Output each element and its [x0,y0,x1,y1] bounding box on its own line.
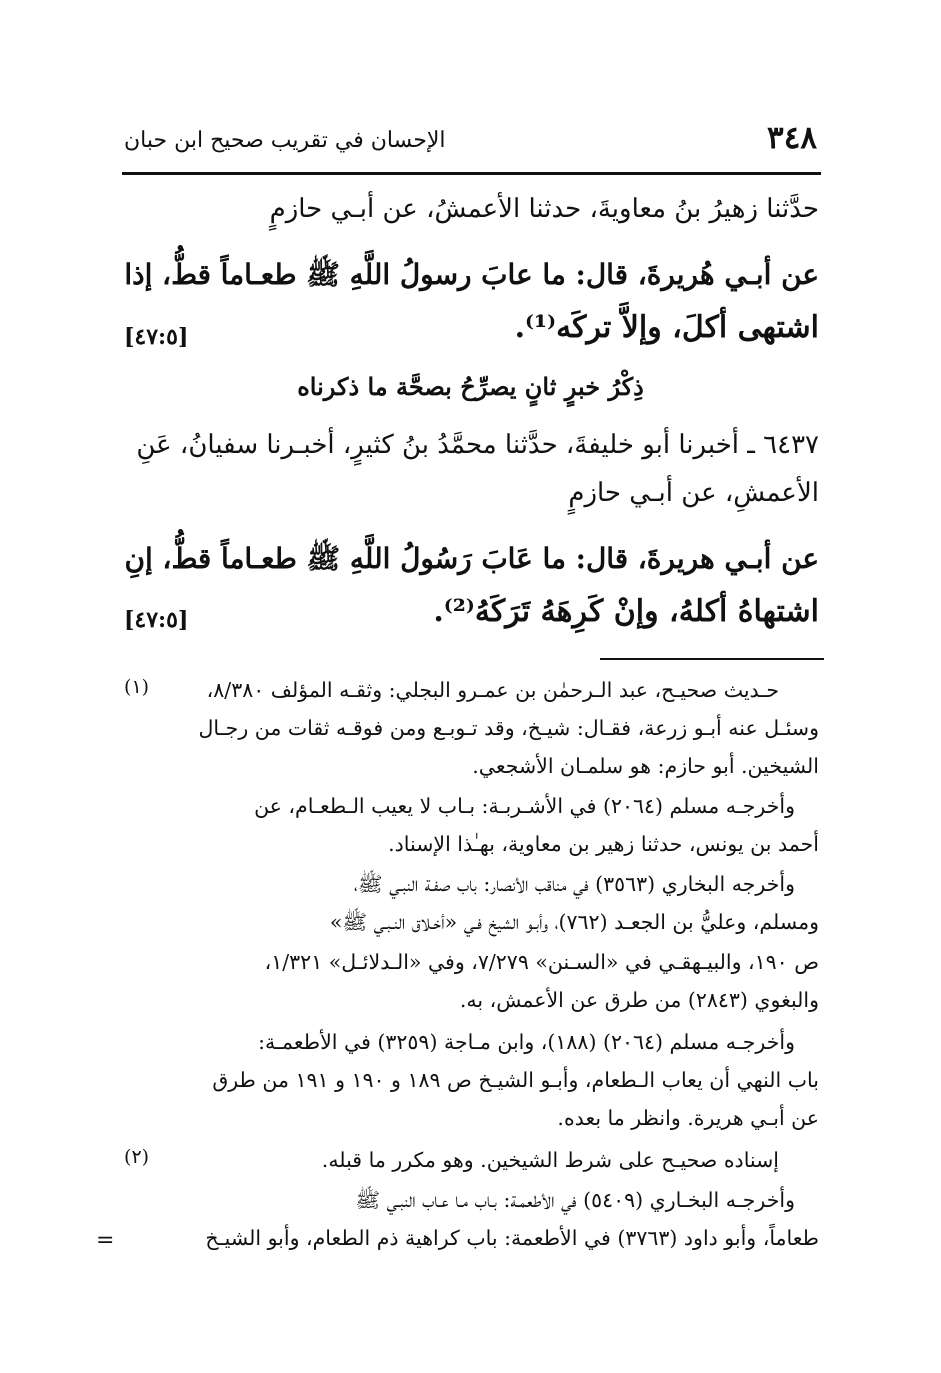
footnote-line: إسناده صحيـح على شرط الشيخين. وهو مكرر ما قبله. [321,1148,779,1172]
footnote-line: وأخرجـه مسلم (٢٠٦٤) في الأشـربـة: بـاب لا يعيب الـطعـام، عن [254,794,795,818]
footnote-line: وأخرجـه مسلم (٢٠٦٤) (١٨٨)، وابن مـاجة (٣٢٥٩) في الأطعمـة: [258,1030,795,1054]
reference-2: [٤٧:٥] [124,607,189,633]
matn-2-line-2: اشتهاهُ أكلهُ، وإنْ كَرِهَهُ تَرَكَهُ⁽²⁾. [433,594,819,629]
footnote-line: حـديث صحيـح، عبد الـرحمٰن بن عمـرو البجلي: وثقـه المؤلف ٨/٣٨٠، [206,678,779,702]
continuation-mark: = [96,1228,115,1253]
matn-2-line-1: عن أبـي هريرةَ، قال: ما عَابَ رَسُولُ اللَّهِ ﷺ طعـاماً قطُّ، إنِ [124,542,819,575]
footnote-line: وأخرجه البخاري (٣٥٦٣) في مناقب الأنصار: باب صفـة النبـي ﷺ، [353,872,795,896]
matn-1-line-1: عن أبـي هُريرةَ، قال: ما عابَ رسولُ اللَّهِ ﷺ طعـاماً قطُّ، إذا [124,258,819,291]
footnote-line: أحمد بن يونس، حدثنا زهير بن معاوية، بهـٰذا الإسناد. [388,832,819,856]
footnote-line: والبغوي (٢٨٤٣) من طرق عن الأعمش، به. [459,988,819,1012]
footnote-line: ص ١٩٠، والبيـهقـي في «السـنن» ٧/٢٧٩، وفي «الـدلائـل» ١/٣٢١، [264,950,819,974]
footnote-line: عن أبـي هريرة. وانظر ما بعده. [557,1106,819,1130]
footnote-line: ومسلم، وعليُّ بن الجعـد (٧٦٢)، وأبـو الشيخ فـي «أخـلاق النـبـي ﷺ» [329,910,819,934]
footnote-line: طعاماً، وأبو داود (٣٧٦٣) في الأطعمة: باب كراهية ذم الطعام، وأبو الشيـخ [205,1226,819,1250]
isnad-line-1: حدَّثنا زهيرُ بنُ معاويةَ، حدثنا الأعمشُ، عن أبـي حازمٍ [269,194,819,224]
isnad-2-line-1: ٦٤٣٧ ـ أخبرنا أبو خليفةَ، حدَّثنا محمَّدُ بنُ كثيرٍ، أخبـرنا سفيانُ، عَنِ [136,430,819,460]
footnote-1-marker: (١) [124,676,149,698]
reference-1: [٤٧:٥] [124,324,189,350]
header-rule [122,172,821,175]
footnote-line: باب النهي أن يعاب الـطعام، وأبـو الشيـخ ص ١٨٩ و ١٩٠ و ١٩١ من طرق [212,1068,819,1092]
isnad-2-line-2: الأعمشِ، عن أبـي حازمٍ [568,478,819,508]
footnote-rule [600,658,824,660]
matn-1-line-2: اشتهى أكلَ، وإلاَّ تركَه⁽¹⁾. [514,310,819,345]
footnote-line: الشيخين. أبو حازم: هو سلمـان الأشجعي. [472,754,819,778]
footnote-line: وأخرجـه البخـاري (٥٤٠٩) في الأطعمـة: بـاب مـا عـاب النبـي ﷺ [355,1188,795,1212]
footnote-2-marker: (٢) [124,1146,149,1168]
footnote-line: وسئـل عنه أبـو زرعة، فقـال: شيـخ، وقد تـوبـع ومن فوقـه ثقات من رجـال [198,716,819,740]
running-title: الإحسان في تقريب صحيح ابن حبان [124,128,446,153]
chapter-heading: ذِكْرُ خبرٍ ثانٍ يصرِّحُ بصحَّة ما ذكرناه [297,372,644,401]
page-number: ٣٤٨ [767,120,817,156]
